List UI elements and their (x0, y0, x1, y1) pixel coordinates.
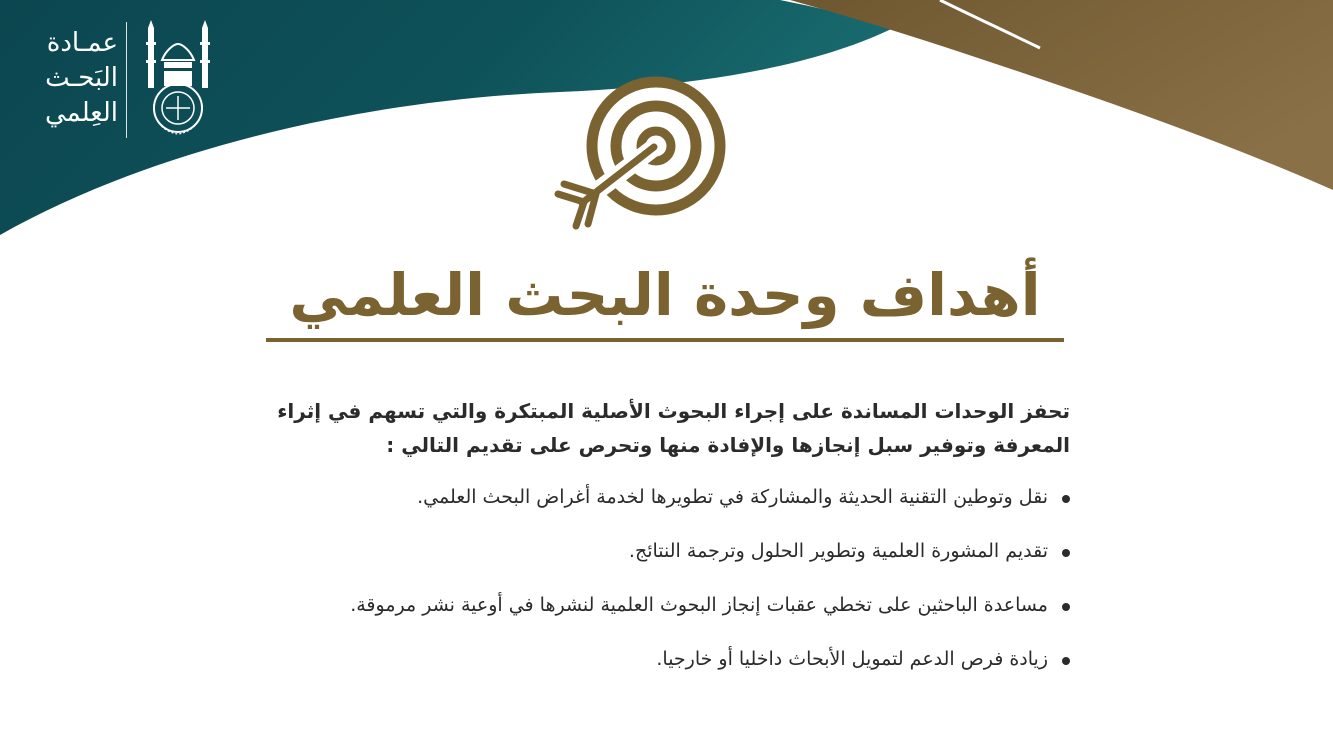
logo-line-2: البَحـث (45, 63, 118, 93)
goal-text: مساعدة الباحثين على تخطي عقبات إنجاز البحوث العلمية لنشرها في أوعية نشر مرموقة. (350, 594, 1048, 616)
target-arrow-icon (554, 76, 736, 236)
list-item (180, 478, 1070, 532)
list-item (180, 532, 1070, 586)
university-emblem-icon (140, 20, 216, 136)
goals-list (180, 478, 1070, 694)
logo-line-3: العِلمي (45, 98, 118, 128)
bullet-dot (1062, 495, 1070, 503)
logo-line-1: عمـادة (46, 28, 118, 58)
deanship-logo-text (18, 26, 118, 131)
intro-paragraph: تحفز الوحدات المساندة على إجراء البحوث الأصلية المبتكرة والتي تسهم في إثراء المعرفة وتوفير سبل إنجازها والإفادة منها وتحرص على تقديم التالي : (277, 399, 1070, 457)
list-item (180, 640, 1070, 694)
logo-divider (126, 22, 127, 138)
page-title: أهداف وحدة البحث العلمي (289, 261, 1041, 329)
list-item (180, 586, 1070, 640)
bullet-dot (1062, 549, 1070, 557)
goal-text: زيادة فرص الدعم لتمويل الأبحاث داخليا أو خارجيا. (656, 648, 1048, 670)
bullet-dot (1062, 603, 1070, 611)
goal-text: نقل وتوطين التقنية الحديثة والمشاركة في تطويرها لخدمة أغراض البحث العلمي. (417, 486, 1048, 508)
title-underline (266, 338, 1064, 342)
bullet-dot (1062, 657, 1070, 665)
dsr-logo (18, 18, 218, 140)
goal-text: تقديم المشورة العلمية وتطوير الحلول وترجمة النتائج. (628, 540, 1048, 562)
